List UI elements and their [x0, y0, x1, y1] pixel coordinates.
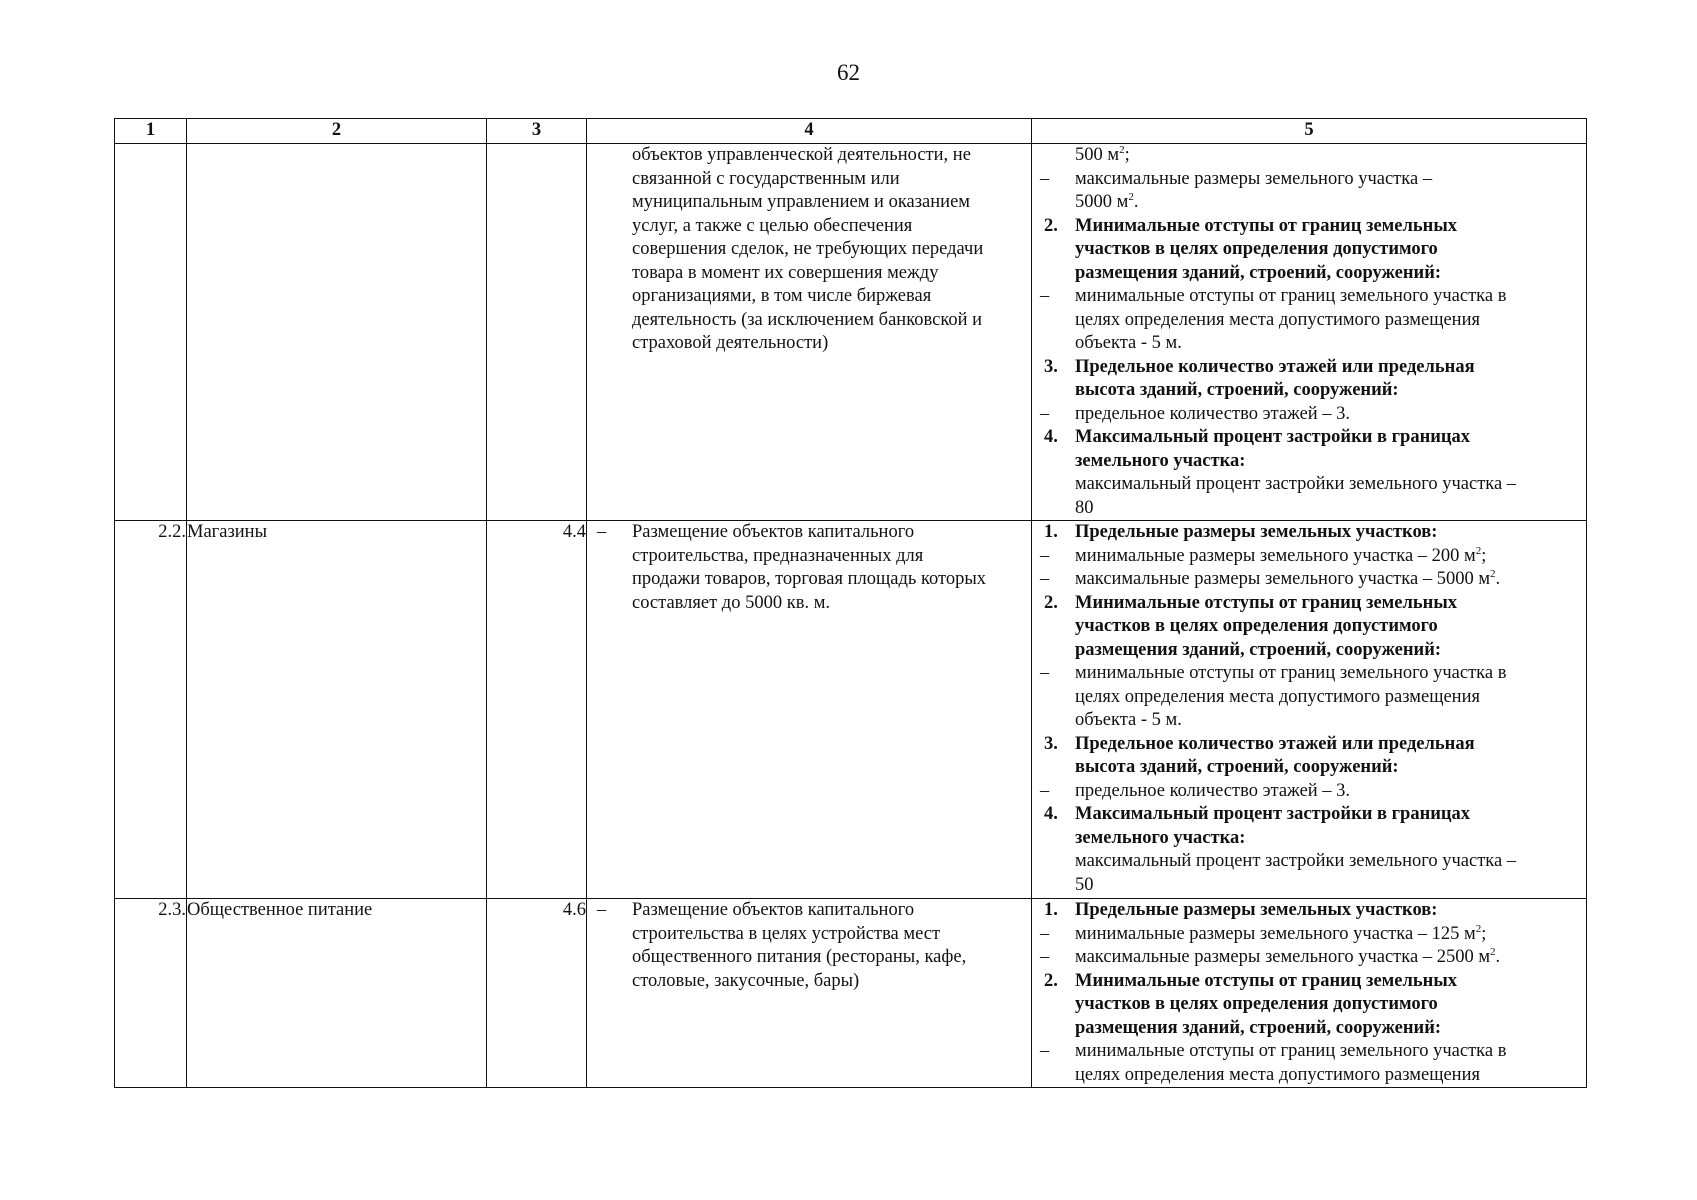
description-text: Размещение объектов капитального: [632, 522, 915, 542]
dash-marker: [1032, 686, 1075, 710]
parameter-text: [1075, 521, 1586, 545]
unit-superscript: 2: [1475, 922, 1482, 935]
parameter-heading: [1032, 993, 1586, 1017]
parameter-line: [1032, 497, 1586, 521]
dash-marker: [587, 191, 632, 215]
dash-marker: [587, 285, 632, 309]
land-use-description: [587, 144, 1032, 521]
description-text: совершения сделок, не требующих передачи: [632, 239, 984, 259]
parameter-text: [1075, 946, 1586, 970]
parameter-text-main: объекта - 5 м.: [1075, 333, 1182, 353]
parameter-heading: [1032, 521, 1586, 545]
parameter-text: [1075, 686, 1586, 710]
parameter-line: [1032, 568, 1586, 592]
dash-marker: –: [597, 522, 607, 542]
parameter-text-main: участков в целях определения допустимого: [1075, 616, 1438, 636]
parameter-text-main: объекта - 5 м.: [1075, 710, 1182, 730]
parameter-text-main: минимальные отступы от границ земельного участка в: [1075, 286, 1507, 306]
parameter-line: [1032, 923, 1586, 947]
dash-marker: [1032, 756, 1075, 780]
parameter-text: [1075, 874, 1586, 898]
parameter-text-main: минимальные отступы от границ земельного участка в: [1075, 1041, 1507, 1061]
description-line: [587, 168, 1031, 192]
description-text: составляет до 5000 кв. м.: [632, 592, 831, 613]
dash-marker: [1032, 262, 1075, 286]
parameter-text-main: 5000 м: [1075, 192, 1129, 212]
description-line: [587, 262, 1031, 286]
dash-marker: –: [1040, 168, 1050, 189]
dash-marker: [587, 168, 632, 192]
dash-marker: [1032, 1017, 1075, 1041]
item-number: 2.: [1044, 970, 1058, 991]
unit-superscript: 2: [1119, 144, 1125, 156]
parameter-text-end: .: [1133, 192, 1139, 212]
parameter-text: [1075, 332, 1586, 356]
parameter-text: [1075, 615, 1586, 639]
dash-marker: [1032, 309, 1075, 333]
parameter-text-main: Максимальный процент застройки в границах: [1075, 427, 1471, 447]
parameter-line: [1032, 332, 1586, 356]
description-line: [587, 332, 1031, 356]
zoning-table: [114, 118, 1587, 1088]
parameter-text-main: земельного участка:: [1075, 450, 1246, 471]
description-text: Размещение объектов капитального: [632, 900, 915, 920]
parameter-text-main: Предельные размеры земельных участков:: [1075, 900, 1438, 920]
dash-marker: [587, 144, 632, 168]
dash-marker: [1032, 850, 1075, 874]
description-line: [587, 215, 1031, 239]
parameter-text: [1075, 899, 1586, 923]
description-text: общественного питания (рестораны, кафе,: [632, 947, 967, 967]
item-number: 1.: [1044, 900, 1058, 920]
row-number: 2.2.: [115, 521, 187, 899]
parameter-text-main: максимальный процент застройки земельного участка –: [1075, 851, 1517, 871]
land-use-description: [587, 521, 1032, 899]
parameter-text: [1075, 191, 1586, 215]
parameter-heading: [1032, 756, 1586, 780]
column-header-2: 2: [187, 119, 487, 144]
parameter-text-main: Предельное количество этажей или предельная: [1075, 733, 1475, 754]
description-text: столовые, закусочные, бары): [632, 970, 860, 991]
parameter-text-main: максимальные размеры земельного участка – 5000 м: [1075, 569, 1491, 589]
parameter-text: [1075, 497, 1586, 521]
parameter-text: [1075, 450, 1586, 474]
description-text: товара в момент их совершения между: [632, 262, 939, 283]
dash-marker: [587, 946, 632, 970]
description-line: [587, 592, 1031, 616]
row-number: [115, 144, 187, 521]
parameter-text: [1075, 1040, 1586, 1064]
parameter-text-main: целях определения места допустимого размещения: [1075, 309, 1480, 330]
dash-marker: [1032, 144, 1075, 168]
dash-marker: –: [1040, 545, 1050, 566]
parameter-text: [1075, 827, 1586, 851]
parameter-heading: [1032, 899, 1586, 923]
unit-superscript: 2: [1475, 544, 1482, 557]
dash-marker: [587, 332, 632, 356]
parameter-text: [1075, 756, 1586, 780]
table-row: [115, 144, 1587, 521]
description-text: организациями, в том числе биржевая: [632, 286, 932, 306]
parameter-line: [1032, 168, 1586, 192]
description-line: [587, 970, 1031, 994]
parameters-cell: [1032, 144, 1587, 521]
parameter-heading: [1032, 238, 1586, 262]
parameter-line: [1032, 545, 1586, 569]
parameter-heading: [1032, 615, 1586, 639]
dash-marker: [587, 262, 632, 286]
parameter-heading: [1032, 262, 1586, 286]
parameter-text-main: минимальные размеры земельного участка – 200 м: [1075, 545, 1476, 566]
dash-marker: –: [597, 900, 607, 920]
parameter-text: [1075, 262, 1586, 286]
unit-superscript: 2: [1490, 568, 1496, 580]
parameter-text-main: участков в целях определения допустимого: [1075, 994, 1438, 1014]
parameter-text-end: ;: [1481, 923, 1487, 944]
dash-marker: [587, 568, 632, 592]
description-text: деятельность (за исключением банковской и: [632, 309, 983, 330]
description-line: [587, 238, 1031, 262]
parameter-text: [1075, 545, 1586, 569]
parameter-text-main: Минимальные отступы от границ земельных: [1075, 215, 1458, 236]
table-row: [115, 899, 1587, 1088]
dash-marker: [587, 238, 632, 262]
parameter-text: [1075, 850, 1586, 874]
parameter-text-main: высота зданий, строений, сооружений:: [1075, 757, 1399, 777]
parameter-text-main: Минимальные отступы от границ земельных: [1075, 592, 1458, 613]
parameter-text: [1075, 568, 1586, 592]
parameter-text-main: размещения зданий, строений, сооружений:: [1075, 262, 1442, 283]
parameter-text-end: ;: [1124, 145, 1130, 165]
description-text: строительства, предназначенных для: [632, 545, 924, 566]
dash-marker: –: [1040, 663, 1050, 683]
parameter-line: [1032, 191, 1586, 215]
unit-superscript: 2: [1128, 191, 1134, 203]
description-line: [587, 309, 1031, 333]
parameter-heading: [1032, 639, 1586, 663]
parameter-text: [1075, 993, 1586, 1017]
parameter-line: [1032, 1064, 1586, 1088]
parameters-cell: [1032, 521, 1587, 899]
parameter-text-main: 50: [1075, 874, 1094, 895]
parameter-text: [1075, 144, 1586, 168]
parameter-line: [1032, 709, 1586, 733]
parameter-text-main: целях определения места допустимого размещения: [1075, 1064, 1480, 1085]
description-line: [587, 545, 1031, 569]
unit-superscript: 2: [1490, 946, 1496, 958]
description-text: услуг, а также с целью обеспечения: [632, 215, 913, 236]
parameter-line: [1032, 686, 1586, 710]
dash-marker: [1032, 191, 1075, 215]
parameter-text-main: минимальные отступы от границ земельного участка в: [1075, 663, 1507, 683]
parameter-text-main: высота зданий, строений, сооружений:: [1075, 380, 1399, 400]
dash-marker: –: [1040, 286, 1050, 306]
land-use-name: [187, 144, 487, 521]
item-number: 1.: [1044, 522, 1058, 542]
parameter-text-main: 500 м: [1075, 145, 1120, 165]
parameter-text-main: максимальные размеры земельного участка – 2500 м: [1075, 947, 1491, 967]
parameter-text: [1075, 639, 1586, 663]
parameter-heading: [1032, 356, 1586, 380]
page-number: 62: [837, 60, 860, 85]
parameter-text: [1075, 285, 1586, 309]
column-header-4: 4: [587, 119, 1032, 144]
parameter-text-main: Предельные размеры земельных участков:: [1075, 522, 1438, 542]
parameter-text-main: Предельное количество этажей или предельная: [1075, 356, 1475, 377]
column-header-5: 5: [1032, 119, 1587, 144]
dash-marker: –: [1040, 923, 1050, 944]
description-line: [587, 521, 1031, 545]
parameter-text-main: Минимальные отступы от границ земельных: [1075, 970, 1458, 991]
parameter-heading: [1032, 733, 1586, 757]
parameter-text-main: участков в целях определения допустимого: [1075, 239, 1438, 259]
parameter-line: [1032, 850, 1586, 874]
item-number: 3.: [1044, 733, 1058, 754]
dash-marker: [587, 970, 632, 994]
parameter-text: [1075, 803, 1586, 827]
parameter-text-end: .: [1495, 569, 1501, 589]
dash-marker: [1032, 473, 1075, 497]
parameter-text: [1075, 923, 1586, 947]
land-use-code: [487, 144, 587, 521]
land-use-code: 4.6: [487, 899, 587, 1088]
parameter-text-main: максимальный процент застройки земельного участка –: [1075, 474, 1517, 494]
dash-marker: [1032, 238, 1075, 262]
parameter-heading: [1032, 215, 1586, 239]
description-line: [587, 946, 1031, 970]
parameter-line: [1032, 874, 1586, 898]
header-row: [115, 119, 1587, 144]
parameter-text-main: размещения зданий, строений, сооружений:: [1075, 1017, 1442, 1038]
dash-marker: [1032, 827, 1075, 851]
item-number: 3.: [1044, 356, 1058, 377]
item-number: 2.: [1044, 592, 1058, 613]
parameter-line: [1032, 662, 1586, 686]
item-number: 2.: [1044, 215, 1058, 236]
parameter-line: [1032, 285, 1586, 309]
parameter-text: [1075, 709, 1586, 733]
dash-marker: [1032, 332, 1075, 356]
dash-marker: [587, 309, 632, 333]
dash-marker: [1032, 1064, 1075, 1088]
dash-marker: [1032, 639, 1075, 663]
dash-marker: [587, 215, 632, 239]
parameter-text: [1075, 1017, 1586, 1041]
parameter-text-main: Максимальный процент застройки в границах: [1075, 804, 1471, 824]
parameter-heading: [1032, 426, 1586, 450]
row-number: 2.3.: [115, 899, 187, 1088]
parameter-text: [1075, 733, 1586, 757]
dash-marker: [1032, 497, 1075, 521]
parameter-text-end: ;: [1481, 545, 1487, 566]
parameter-text: [1075, 215, 1586, 239]
dash-marker: –: [1040, 780, 1050, 801]
land-use-code: 4.4: [487, 521, 587, 899]
parameter-text: [1075, 403, 1586, 427]
parameter-heading: [1032, 803, 1586, 827]
dash-marker: [1032, 450, 1075, 474]
parameter-text: [1075, 238, 1586, 262]
description-text: строительства в целях устройства мест: [632, 923, 941, 944]
description-text: страховой деятельности): [632, 333, 829, 353]
description-text: продажи товаров, торговая площадь которых: [632, 569, 987, 589]
parameter-text: [1075, 780, 1586, 804]
item-number: 4.: [1044, 804, 1058, 824]
parameter-heading: [1032, 970, 1586, 994]
dash-marker: [1032, 615, 1075, 639]
parameter-text-main: земельного участка:: [1075, 827, 1246, 848]
description-text: связанной с государственным или: [632, 168, 900, 189]
parameter-line: [1032, 946, 1586, 970]
dash-marker: –: [1040, 403, 1050, 424]
dash-marker: [587, 545, 632, 569]
parameter-text: [1075, 1064, 1586, 1088]
dash-marker: [587, 923, 632, 947]
parameter-text-main: целях определения места допустимого размещения: [1075, 686, 1480, 707]
dash-marker: [1032, 993, 1075, 1017]
parameter-text: [1075, 473, 1586, 497]
parameter-text-main: максимальные размеры земельного участка –: [1075, 168, 1433, 189]
parameter-heading: [1032, 1017, 1586, 1041]
dash-marker: [1032, 709, 1075, 733]
parameter-text: [1075, 426, 1586, 450]
parameter-text: [1075, 970, 1586, 994]
description-text: муниципальным управлением и оказанием: [632, 192, 970, 212]
parameter-text: [1075, 356, 1586, 380]
description-text: объектов управленческой деятельности, не: [632, 145, 971, 165]
land-use-name: Магазины: [187, 521, 487, 899]
parameter-line: [1032, 780, 1586, 804]
land-use-description: [587, 899, 1032, 1088]
dash-marker: [1032, 874, 1075, 898]
description-line: [587, 568, 1031, 592]
parameter-heading: [1032, 827, 1586, 851]
dash-marker: –: [1040, 947, 1050, 967]
description-line: [587, 191, 1031, 215]
parameter-text: [1075, 662, 1586, 686]
parameter-line: [1032, 403, 1586, 427]
dash-marker: [1032, 379, 1075, 403]
parameter-text: [1075, 309, 1586, 333]
land-use-name: Общественное питание: [187, 899, 487, 1088]
description-line: [587, 144, 1031, 168]
parameter-heading: [1032, 450, 1586, 474]
dash-marker: –: [1040, 569, 1050, 589]
description-line: [587, 285, 1031, 309]
parameter-text-main: размещения зданий, строений, сооружений:: [1075, 639, 1442, 660]
parameter-text-main: 80: [1075, 497, 1094, 518]
parameter-heading: [1032, 379, 1586, 403]
parameter-line: [1032, 144, 1586, 168]
description-line: [587, 923, 1031, 947]
column-header-1: 1: [115, 119, 187, 144]
parameter-text: [1075, 379, 1586, 403]
parameter-text-main: минимальные размеры земельного участка – 125 м: [1075, 923, 1476, 944]
parameter-text-main: предельное количество этажей – 3.: [1075, 403, 1351, 424]
parameter-text-main: предельное количество этажей – 3.: [1075, 780, 1351, 801]
parameter-line: [1032, 473, 1586, 497]
column-header-3: 3: [487, 119, 587, 144]
parameter-line: [1032, 309, 1586, 333]
parameter-text: [1075, 168, 1586, 192]
parameter-heading: [1032, 592, 1586, 616]
parameter-text-end: .: [1495, 947, 1501, 967]
description-line: [587, 899, 1031, 923]
item-number: 4.: [1044, 427, 1058, 447]
parameter-line: [1032, 1040, 1586, 1064]
parameter-text: [1075, 592, 1586, 616]
dash-marker: [587, 592, 632, 616]
table-row: [115, 521, 1587, 899]
dash-marker: –: [1040, 1041, 1050, 1061]
parameters-cell: [1032, 899, 1587, 1088]
